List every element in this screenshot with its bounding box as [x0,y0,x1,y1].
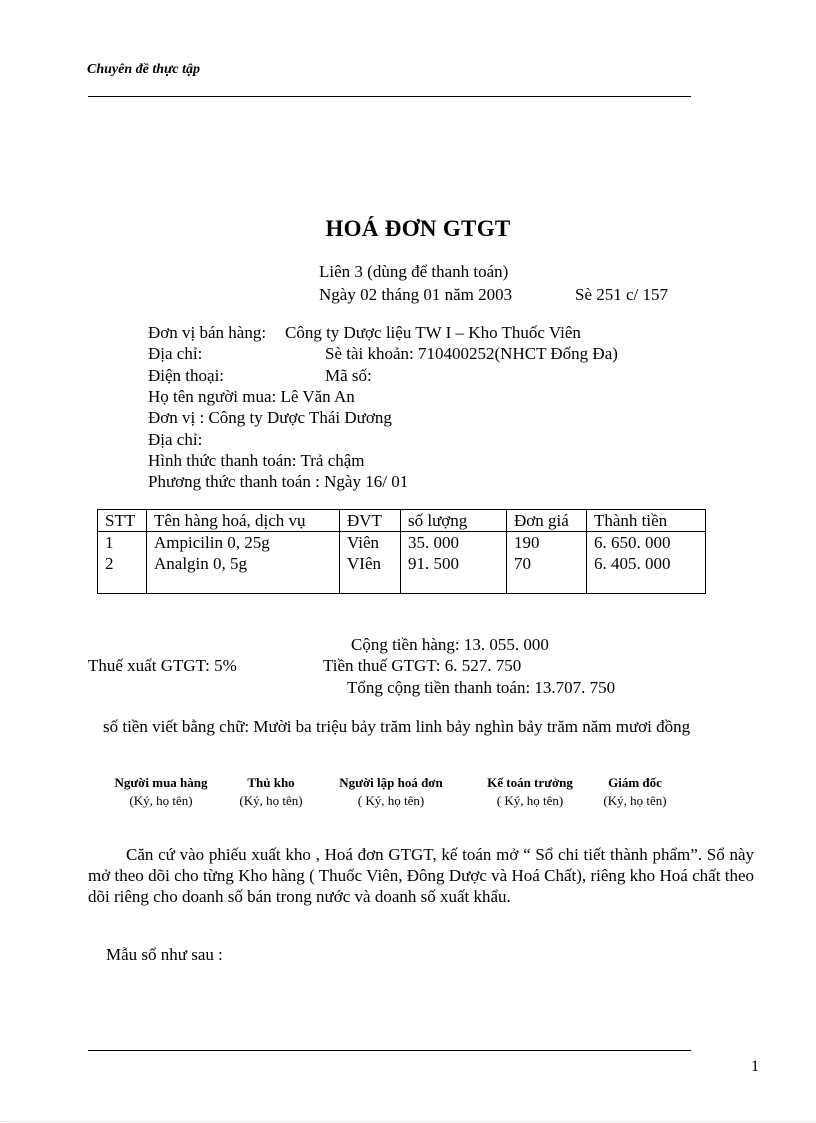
signature-role: Người lập hoá đơn [339,775,443,790]
cell-price: 70 [507,553,587,594]
col-header-name: Tên hàng hoá, dịch vụ [147,510,340,532]
header-rule [88,96,691,97]
cell-amount: 6. 405. 000 [587,553,706,594]
seller-code: Mã số: [325,366,372,385]
signature-role: Kế toán trưởng [487,775,573,790]
goods-total: Cộng tiền hàng: 13. 055. 000 [351,635,549,654]
table-row [98,532,706,554]
signature-storekeeper [226,775,316,809]
cell-amount: 6. 650. 000 [587,532,706,554]
seller-phone-row [148,366,372,386]
pay-form-label: Hình thức thanh toán: [148,451,297,470]
invoice-title: HOÁ ĐƠN GTGT [325,216,511,241]
signature-hint: (Ký, họ tên) [129,793,193,808]
signature-issuer [321,775,461,809]
signature-role: Người mua hàng [114,775,208,790]
signature-role: Thủ kho [247,775,295,790]
pay-form-value: Trả chậm [300,451,365,470]
footer-rule [88,1050,691,1051]
signature-hint: (Ký, họ tên) [603,793,667,808]
grand-total: Tổng cộng tiền thanh toán: 13.707. 750 [347,678,616,697]
buyer-unit-label: Đơn vị : [148,408,205,427]
amount-in-words: số tiền viết bằng chữ: Mười ba triệu bảy trăm linh bảy nghìn bảy trăm năm mươi đồng [103,717,691,736]
col-header-price: Đơn giá [507,510,587,532]
goods-table [97,509,706,594]
col-header-qty: số lượng [401,510,507,532]
seller-address-label: Địa chỉ: [148,344,203,363]
invoice-copy-line: Liên 3 (dùng để thanh toán) [319,262,509,281]
signature-buyer [96,775,226,809]
signature-chief-accountant [470,775,590,809]
cell-unit: Viên [340,532,401,554]
col-header-amount: Thành tiền [587,510,706,532]
seller-unit-label: Đơn vị bán hàng: [148,323,267,342]
buyer-unit-value: Công ty Dược Thái Dương [208,408,392,427]
cell-name: Ampicilin 0, 25g [147,532,340,554]
buyer-address-row [148,430,202,450]
pay-method-label: Phương thức thanh toán : [148,472,320,491]
buyer-name-value: Lê Văn An [280,387,355,406]
pay-method-value: Ngày 16/ 01 [324,472,409,491]
buyer-pay-method-row [148,472,408,492]
col-header-stt: STT [98,510,147,532]
running-header: Chuyên đề thực tập [87,62,201,77]
cell-qty: 91. 500 [401,553,507,594]
buyer-unit-row [148,408,392,428]
sample-label: Mẫu sổ như sau : [106,945,223,964]
cell-qty: 35. 000 [401,532,507,554]
table-row [98,553,706,594]
cell-unit: VIên [340,553,401,594]
cell-name: Analgin 0, 5g [147,553,340,594]
page-edge [0,1121,816,1122]
cell-stt: 2 [98,553,147,594]
buyer-name-row [148,387,355,407]
signature-role: Giám đốc [608,775,662,790]
invoice-date: Ngày 02 tháng 01 năm 2003 [319,285,513,304]
seller-address-row [148,344,618,364]
seller-unit-value: Công ty Dược liệu TW I – Kho Thuốc Viên [285,323,581,342]
invoice-number: Sè 251 c/ 157 [575,285,669,304]
col-header-unit: ĐVT [340,510,401,532]
signature-hint: ( Ký, họ tên) [496,793,564,808]
vat-amount: Tiền thuế GTGT: 6. 527. 750 [323,656,522,675]
cell-price: 190 [507,532,587,554]
vat-rate: Thuế xuất GTGT: 5% [88,656,237,675]
buyer-name-label: Họ tên người mua: [148,387,277,406]
table-header-row [98,510,706,532]
page-number: 1 [751,1058,759,1075]
signature-director [590,775,680,809]
buyer-pay-form-row [148,451,365,471]
seller-phone-label: Điện thoại: [148,366,225,385]
buyer-address-label: Địa chỉ: [148,430,203,449]
signature-hint: ( Ký, họ tên) [357,793,425,808]
body-paragraph: Căn cứ vào phiếu xuất kho , Hoá đơn GTGT, kế toán mở “ Sổ chi tiết thành phẩm”. Sổ này mở theo dõi cho từng Kho hàng ( Thuốc Viên, Đông Dược và Hoá Chất), riêng kho Hoá chất theo dõi riêng cho doanh số bán trong nước và doanh số xuất khẩu. [88,845,754,906]
cell-stt: 1 [98,532,147,554]
seller-account: Sè tài khoản: 710400252(NHCT Đống Đa) [325,344,618,363]
seller-unit-row [148,323,581,343]
signature-hint: (Ký, họ tên) [239,793,303,808]
